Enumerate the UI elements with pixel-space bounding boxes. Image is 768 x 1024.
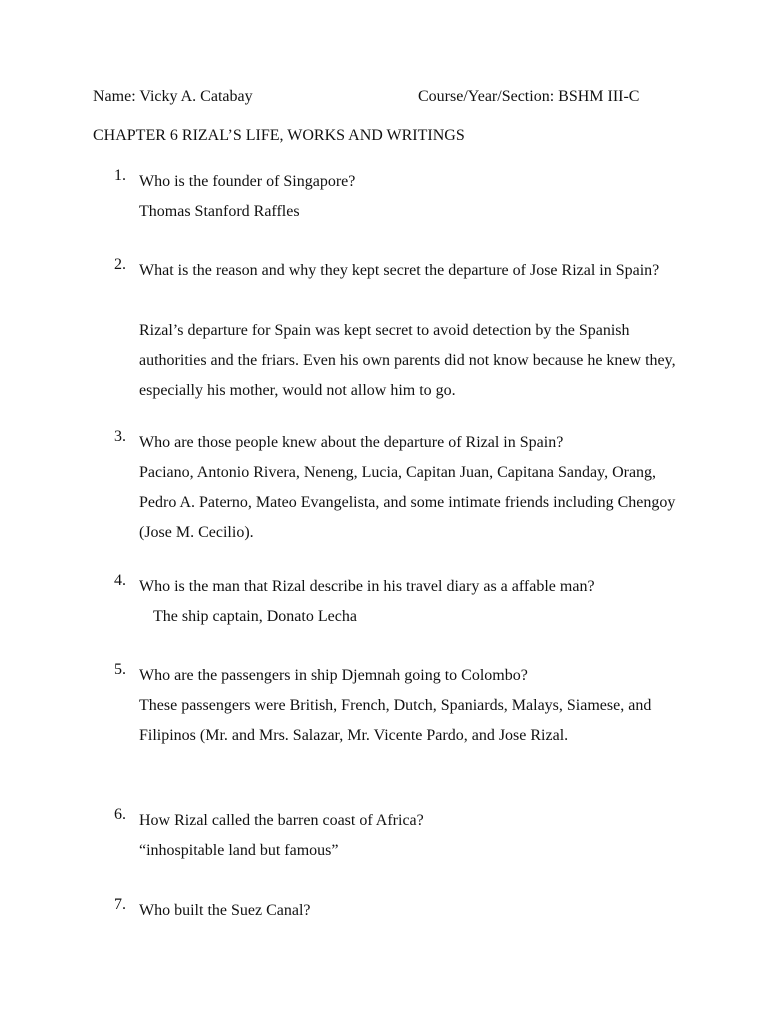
question-text: What is the reason and why they kept secret the departure of Jose Rizal in Spain? bbox=[139, 262, 660, 279]
question-text: Who built the Suez Canal? bbox=[139, 902, 311, 919]
question-number: 6. bbox=[114, 806, 126, 823]
answer-text: Thomas Stanford Raffles bbox=[139, 203, 300, 220]
question-text: Who is the founder of Singapore? bbox=[139, 173, 356, 190]
answer-text: “inhospitable land but famous” bbox=[139, 842, 339, 859]
chapter-title: CHAPTER 6 RIZAL’S LIFE, WORKS AND WRITINGS bbox=[93, 127, 465, 144]
question-text: How Rizal called the barren coast of Africa? bbox=[139, 812, 424, 829]
question-number: 3. bbox=[114, 428, 126, 445]
question-number: 2. bbox=[114, 256, 126, 273]
course-year-section: Course/Year/Section: BSHM III-C bbox=[418, 88, 640, 105]
question-number: 4. bbox=[114, 572, 126, 589]
answer-text: The ship captain, Donato Lecha bbox=[153, 608, 357, 625]
answer-text: Rizal’s departure for Spain was kept secret to avoid detection by the Spanish authorities and the friars. Even his own parents did not know because he knew they, especially his mother, would not allow him to go. bbox=[139, 322, 676, 399]
question-number: 7. bbox=[114, 896, 126, 913]
question-number: 5. bbox=[114, 661, 126, 678]
answer-text: Paciano, Antonio Rivera, Neneng, Lucia, Capitan Juan, Capitana Sanday, Orang, Pedro A. Paterno, Mateo Evangelista, and some intimate friends including Chengoy (Jose M. Cecilio). bbox=[139, 464, 676, 541]
question-number: 1. bbox=[114, 167, 126, 184]
question-text: Who are the passengers in ship Djemnah going to Colombo? bbox=[139, 667, 528, 684]
question-text: Who are those people knew about the departure of Rizal in Spain? bbox=[139, 434, 564, 451]
answer-text: These passengers were British, French, Dutch, Spaniards, Malays, Siamese, and Filipinos (Mr. and Mrs. Salazar, Mr. Vicente Pardo, and Jose Rizal. bbox=[139, 697, 652, 744]
student-name: Name: Vicky A. Catabay bbox=[93, 88, 253, 105]
question-text: Who is the man that Rizal describe in his travel diary as a affable man? bbox=[139, 578, 595, 595]
